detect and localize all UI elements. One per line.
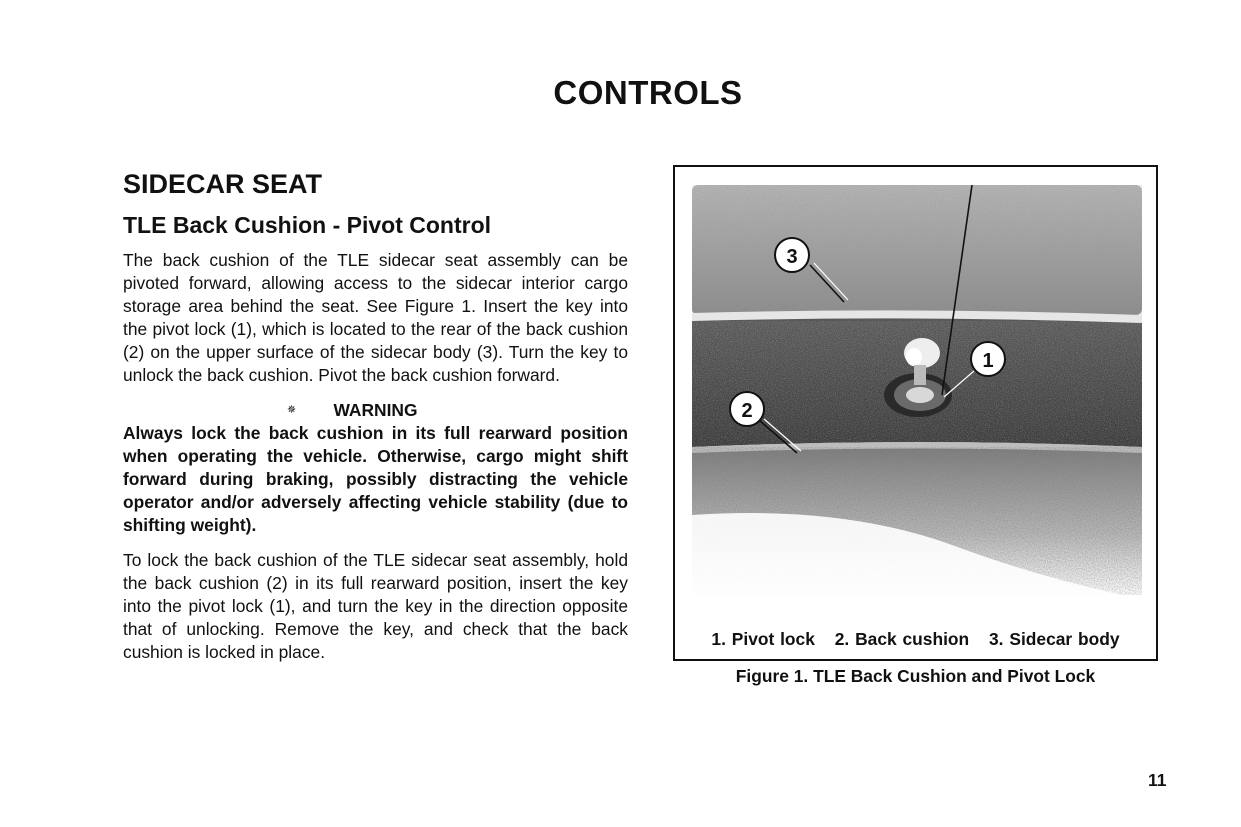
figure-box [673,165,1158,661]
warning-text: Always lock the back cushion in its full rearward position when operating the vehicle. Otherwise, cargo might shift forward during braking, possibly distracting the vehicle operator and/or adversely affecting vehicle stability (due to shifting weight). [123,423,628,535]
legend-item-sidecar-body: 3. Sidecar body [989,629,1120,649]
instructions-paragraph-unlock: The back cushion of the TLE sidecar seat assembly can be pivoted forward, allowing access to the sidecar interior cargo storage area behind the seat. See Figure 1. Insert the key into the pivot lock (1), which is located to the rear of the back cushion (2) on the upper surface of the sidecar body (3). Turn the key to unlock the back cushion. Pivot the back cushion forward. [123,250,628,385]
figure-photo [692,185,1142,595]
section-heading: SIDECAR SEAT [123,169,323,199]
figure-title: Figure 1. TLE Back Cushion and Pivot Lock [735,666,1096,686]
warning-heading [123,399,628,422]
page-number: 11 [1148,770,1167,790]
callout-3-label: 3 [786,246,798,268]
legend-item-pivot-lock: 1. Pivot lock [711,629,815,649]
callout-2-label: 2 [741,400,753,422]
instructions-paragraph-lock: To lock the back cushion of the TLE sidecar seat assembly, hold the back cushion (2) in its full rearward position, insert the key into the pivot lock (1), and turn the key in the direction opposite that of unlocking. Remove the key, and check that the back cushion is locked in place. [123,550,628,662]
callout-1-label: 1 [982,350,994,372]
page-title: CONTROLS [553,74,743,111]
text-column [123,168,628,664]
warning-title: WARNING [333,400,418,420]
legend-item-back-cushion: 2. Back cushion [834,629,970,649]
warning-icon: ✵ [287,404,297,416]
sub-heading: TLE Back Cushion - Pivot Control [123,212,492,238]
figure-legend [675,629,1156,650]
